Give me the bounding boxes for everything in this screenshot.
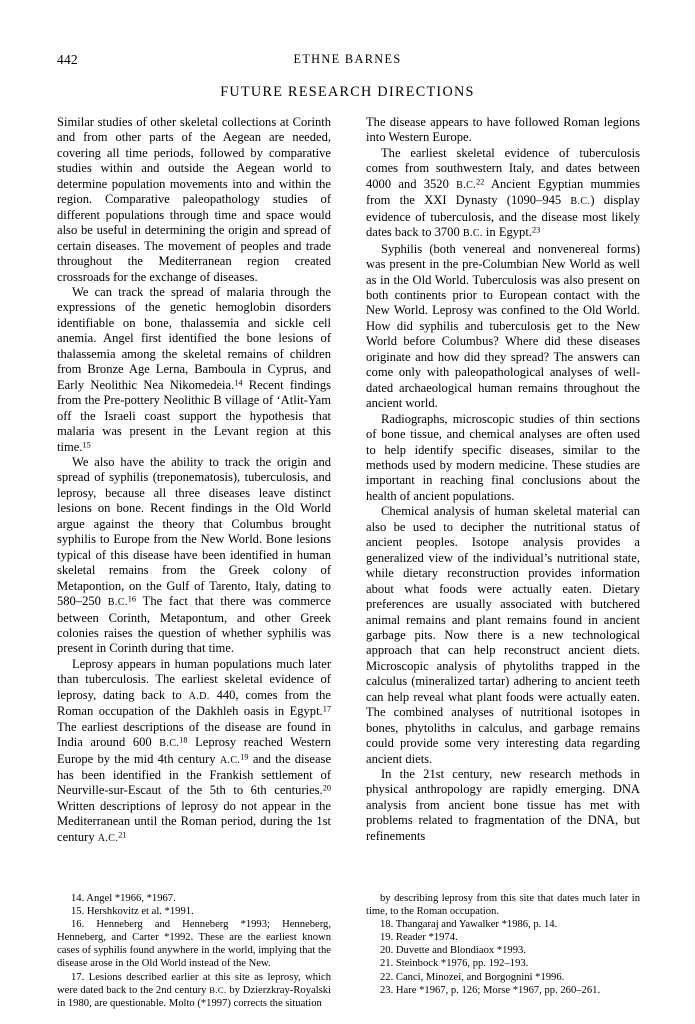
footnote: 23. Hare *1967, p. 126; Morse *1967, pp. 260–261. (380, 984, 601, 996)
paragraph (57, 657, 331, 846)
small-caps-era: B.C. (456, 179, 477, 191)
section-title: FUTURE RESEARCH DIRECTIONS (220, 84, 475, 100)
footnote-text-cont: by Dzierzkray-Royalski in 1980, are questionable. Molto (*1997) corrects the situation (57, 984, 332, 1009)
footnote: 18. Thangaraj and Yawalker *1986, p. 14. (380, 919, 558, 931)
paragraph-text: We can track the spread of malaria through the expressions of the genetic hemoglobin disorders identifiable on bone, thalassemia and sickle cell anemia. Angel first identified the bone lesions of thalassemia among the skeletal remains of children from Bronze Age Lerna, Bamboula in Cyprus, and Early Neolithic Nea Nikomedeia. (57, 284, 331, 392)
paragraph (366, 146, 640, 242)
paragraph-text-cont: in Egypt. (482, 225, 532, 240)
small-caps-era: B.C. (462, 228, 483, 240)
footnote-ref[interactable]: 16 (127, 594, 137, 604)
right-column (366, 115, 640, 844)
small-caps-era: A.C. (97, 832, 119, 844)
small-caps-era: B.C. (570, 196, 591, 208)
footnote: 19. Reader *1974. (380, 932, 458, 944)
footnote (57, 971, 331, 1010)
paragraph (57, 455, 331, 657)
footnotes-left-column (57, 892, 331, 1010)
paragraph: Chemical analysis of human skeletal material can also be used to decipher the nutritional status of ancient peoples. Isotope analysis provides a generalized view of the individual’s nutritional state, while dietary reconstruction provides information about what foods were actually eaten. Dietary preferences are usually associated with butchered animal remains and plant remains found in ancient garbage pits. Now there is a new technological approach that can help reconstruct ancient diets. Microscopic analysis of phytoliths trapped in the calculus (mineralized tartar) adhering to ancient teeth can help reveal what plant foods were actually eaten. The combined analyses of nutritional isotopes in bones, phytoliths in calculus, and garbage remains could provide some very interesting data regarding ancient diets. (366, 504, 640, 766)
footnote-ref[interactable]: 15 (82, 440, 91, 450)
paragraph-text: We also have the ability to track the origin and spread of syphilis (treponematosis), tuberculosis, and leprosy, because all three diseases leave distinct lesions on bone. Recent findings in the Old World argue against the theory that Columbus brought syphilis to Europe from the New World. Bone lesions typical of this disease have been identified in human skeletal remains from the Greek colony of Metapontion, on the Gulf of Tarento, Italy, dating to 580–250 (57, 454, 331, 609)
footnote: 20. Duvette and Blondiaox *1993. (380, 945, 526, 957)
paragraph-text: The earliest skeletal evidence of tuberculosis comes from southwestern Italy, and dates between 4000 and 3520 (366, 145, 640, 191)
paragraph-text-cont: ) display evidence of tuberculosis, and the disease most likely dates back to 3700 (366, 193, 641, 240)
running-head-title: ETHNE BARNES (293, 52, 402, 66)
paragraph-text: Leprosy appears in human populations much later than tuberculosis. The earliest skeletal evidence of leprosy, dating back to (57, 656, 331, 702)
paragraph-text-cont: 440, comes from the Roman occupation of the Dakhleh oasis in Egypt. (57, 687, 331, 719)
small-caps-era: B.C. (159, 738, 180, 750)
running-head (0, 52, 695, 68)
paragraph-text-cont: Ancient Egyptian mummies from the XXI Dynasty (1090–945 (366, 176, 640, 208)
footnote: 16. Henneberg and Henneberg *1993; Henneberg, Henneberg, and Carter *1992. These are the earliest known cases of syphilis found anywhere in the world, implying that the disease arose in the Old World instead of the New. (57, 919, 331, 970)
page-number: 442 (57, 52, 78, 67)
footnotes-right-column (366, 892, 640, 997)
footnote: 15. Hershkovitz et al. *1991. (71, 906, 194, 918)
small-caps-era: A.D. (188, 690, 210, 702)
paragraph (57, 285, 331, 455)
small-caps-era: B.C. (107, 597, 128, 609)
footnote-text: 17. Lesions described earlier at this site as leprosy, which were dated back to the 2nd century (57, 971, 331, 996)
footnotes (57, 892, 640, 1010)
footnote-ref[interactable]: 17 (322, 704, 331, 714)
footnote: 21. Steinbock *1976, pp. 192–193. (380, 958, 529, 970)
paragraph-text-cont: The earliest descriptions of the disease are found in India around 600 (57, 719, 331, 750)
footnote: by describing leprosy from this site that dates much later in time, to the Roman occupation. (366, 893, 640, 918)
footnote: 22. Canci, Minozei, and Borgognini *1996. (380, 971, 565, 983)
paragraph: Radiographs, microscopic studies of thin sections of bone tissue, and chemical analyses are often used to help identify specific diseases, similar to the methods used by modern medicine. These studies are important in reaching final conclusions about the health of ancient populations. (366, 411, 640, 503)
footnote-ref[interactable]: 22 (476, 177, 485, 187)
paragraph: Similar studies of other skeletal collections at Corinth and from other parts of the Aegean are needed, covering all time periods, followed by comparative studies within and outside the Aegean world to determine population movements into and within the region. Comparative paleopathology studies of different populations through time and space would also be useful in determining the origin and spread of certain diseases. The movement of peoples and trade throughout the Mediterranean region created crossroads for the exchange of diseases. (57, 115, 331, 284)
left-column (57, 115, 331, 846)
paragraph-text-cont: Recent findings from the Pre-pottery Neolithic B village of ‘Atlit-Yam off the Israeli coast support the hypothesis that malaria was present in the Levant region at this time. (57, 377, 331, 454)
small-caps-era: A.C. (219, 754, 241, 766)
paragraph-text-cont: Written descriptions of leprosy do not appear in the Mediterranean until the Roman period, during the 1st century (57, 798, 331, 844)
footnote-ref[interactable]: 23 (531, 225, 541, 235)
footnote-ref[interactable]: 18 (179, 735, 188, 745)
paragraph-text-cont: and the disease has been identified in the Frankish settlement of Neurville-sur-Escaut of the 5th to 6th centuries. (57, 751, 332, 798)
paragraph-text-cont: The fact that there was commerce between Corinth, Metapontum, and other Greek colonies raises the question of whether syphilis was present in Corinth during that time. (57, 594, 331, 656)
paragraph: In the 21st century, new research methods in physical anthropology are rapidly emerging. DNA analysis from ancient bone tissue has met with problems related to fragmentation of the DNA, but refinements (366, 767, 640, 843)
footnote-ref[interactable]: 14 (234, 378, 243, 388)
paragraph: The disease appears to have followed Roman legions into Western Europe. (366, 115, 640, 145)
footnote-ref[interactable]: 21 (118, 830, 127, 840)
paragraph-text-cont: Leprosy reached Western Europe by the mid 4th century (57, 735, 331, 766)
small-caps-era: B.C. (209, 984, 227, 995)
paragraph: Syphilis (both venereal and nonvenereal forms) was present in the pre-Columbian New World as well as in the Old World. Tuberculosis was also present on both continents prior to European contact with the New World. Leprosy was confined to the Old World. How did syphilis and tuberculosis get to the New World before Columbus? Where did these diseases originate and how did they spread? The answers can come only with paleopathological analyses of well-dated archaeological human remains throughout the ancient world. (366, 241, 640, 411)
footnote-ref[interactable]: 19 (240, 752, 249, 762)
footnote: 14. Angel *1966, *1967. (71, 893, 176, 904)
footnote-ref[interactable]: 20 (322, 784, 331, 793)
body-columns (57, 115, 640, 846)
